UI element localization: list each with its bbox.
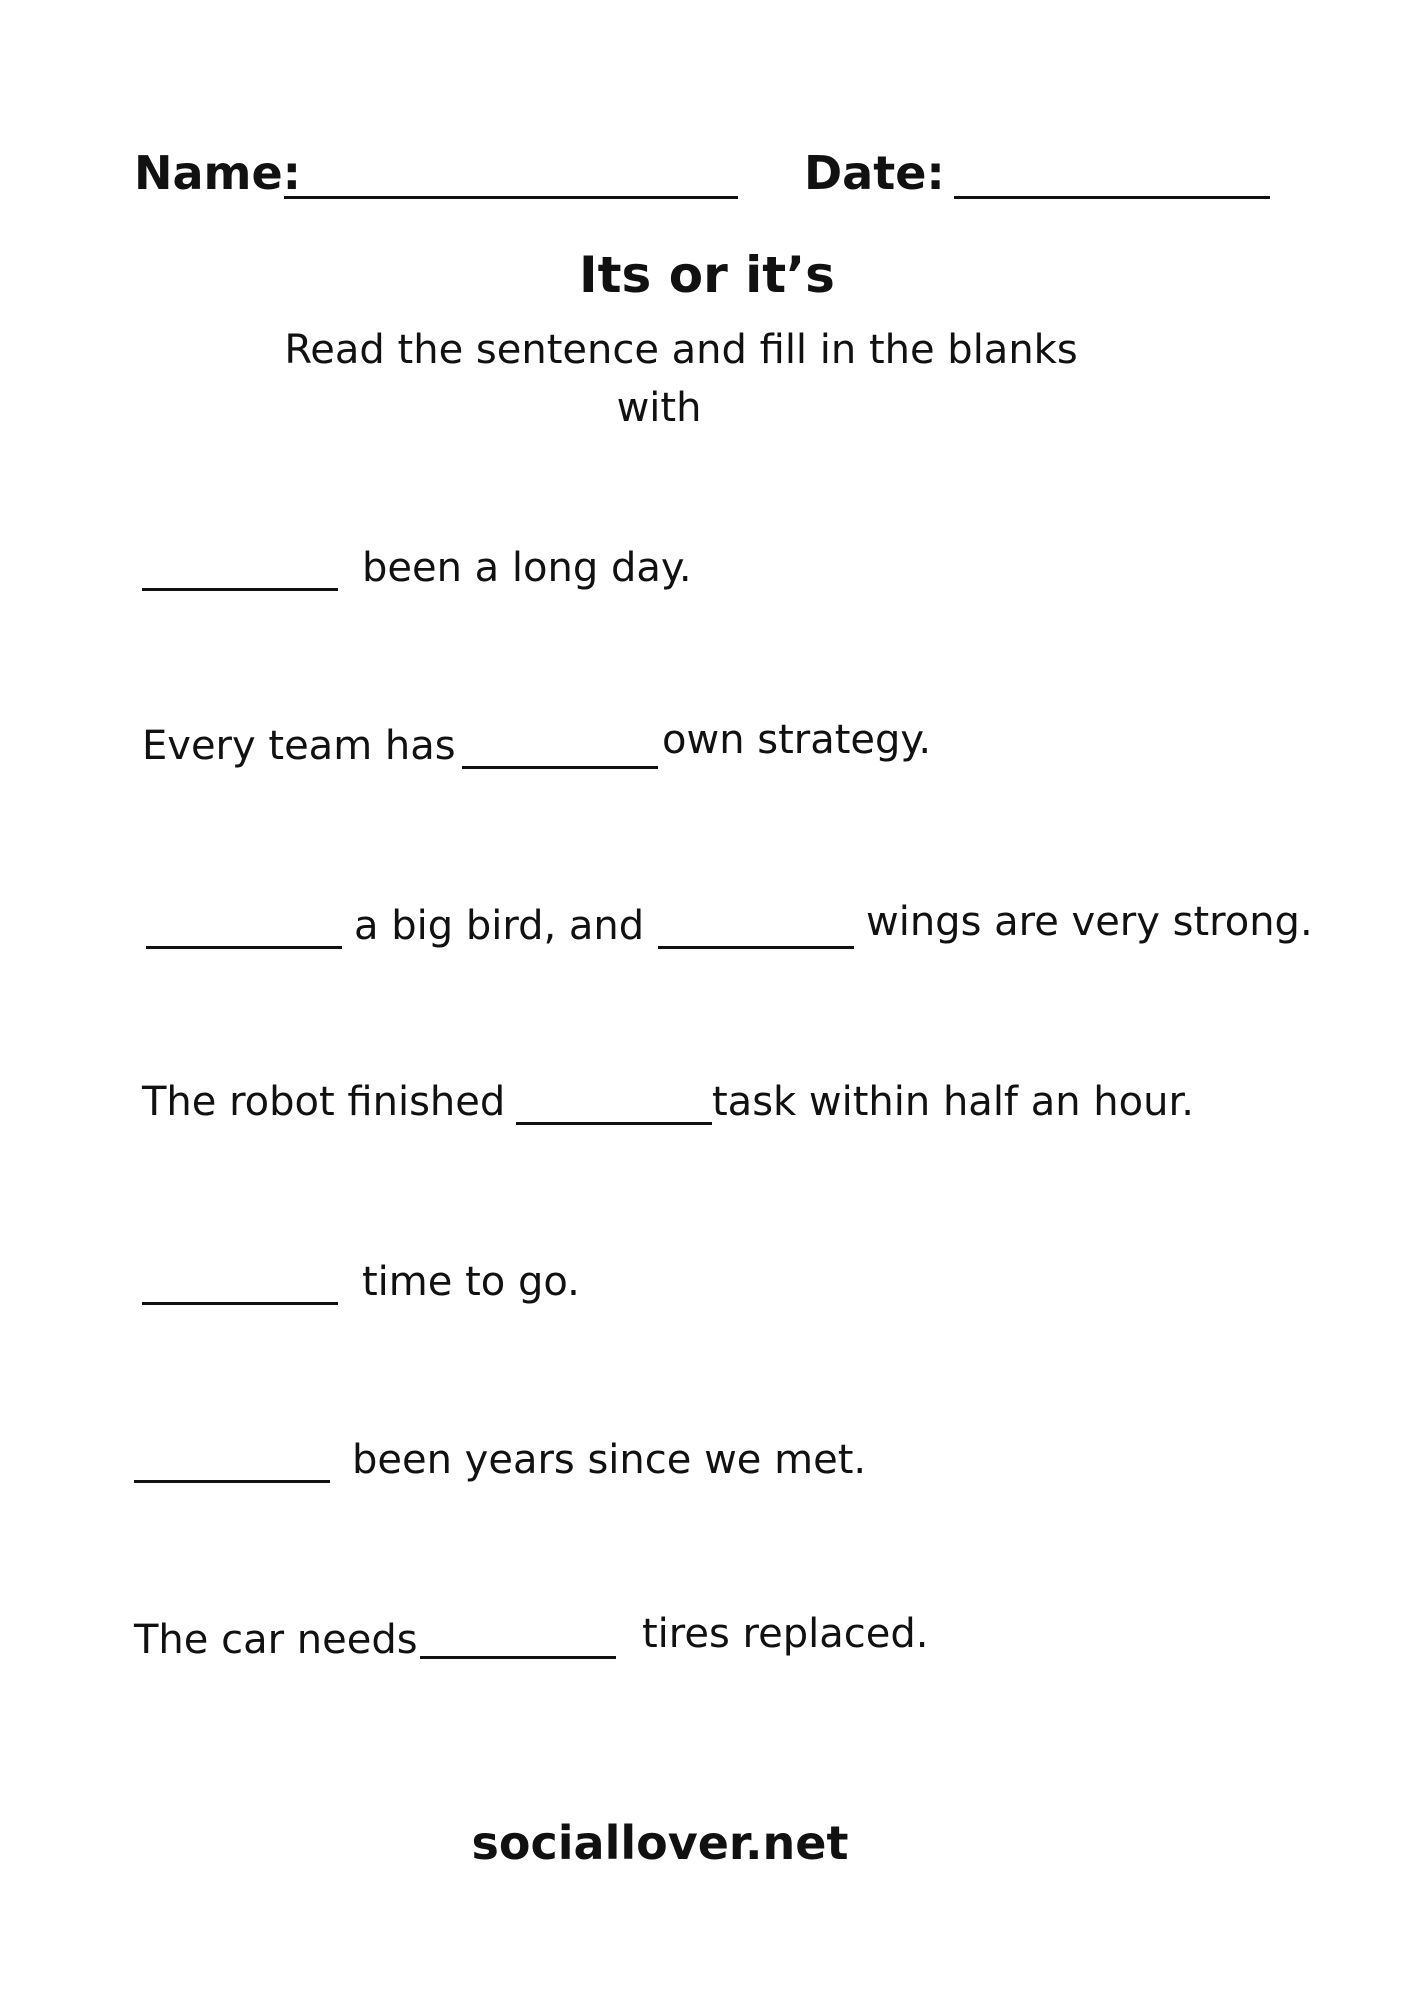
sentence-6-after: been years since we met.: [352, 1437, 867, 1483]
sentence-4-blank[interactable]: [516, 1122, 712, 1125]
sentence-3-blank-2[interactable]: [658, 946, 854, 949]
instructions-line-2: with: [616, 385, 702, 431]
sentence-3-blank-1[interactable]: [146, 946, 342, 949]
date-field-line[interactable]: [954, 196, 1270, 199]
sentence-4-before: The robot finished: [142, 1079, 506, 1125]
footer-site-name: sociallover.net: [471, 1816, 849, 1870]
sentence-2-after: own strategy.: [662, 717, 932, 763]
instructions-line-1: Read the sentence and fill in the blanks: [284, 327, 1078, 373]
sentence-7-before: The car needs: [134, 1617, 418, 1663]
sentence-1-blank[interactable]: [142, 588, 338, 591]
sentence-3-middle: a big bird, and: [354, 903, 645, 949]
name-label: Name:: [134, 146, 302, 200]
sentence-7-blank[interactable]: [420, 1656, 616, 1659]
page-title: Its or it’s: [579, 246, 835, 304]
sentence-5-blank[interactable]: [142, 1302, 338, 1305]
sentence-7-after: tires replaced.: [642, 1611, 929, 1657]
sentence-2-blank[interactable]: [462, 766, 658, 769]
sentence-2-before: Every team has: [142, 723, 456, 769]
sentence-4-after: task within half an hour.: [712, 1079, 1194, 1125]
date-label: Date:: [804, 146, 945, 200]
sentence-3-after: wings are very strong.: [866, 899, 1313, 945]
sentence-1-after: been a long day.: [362, 545, 692, 591]
sentence-5-after: time to go.: [362, 1259, 580, 1305]
name-field-line[interactable]: [284, 196, 738, 199]
sentence-6-blank[interactable]: [134, 1480, 330, 1483]
